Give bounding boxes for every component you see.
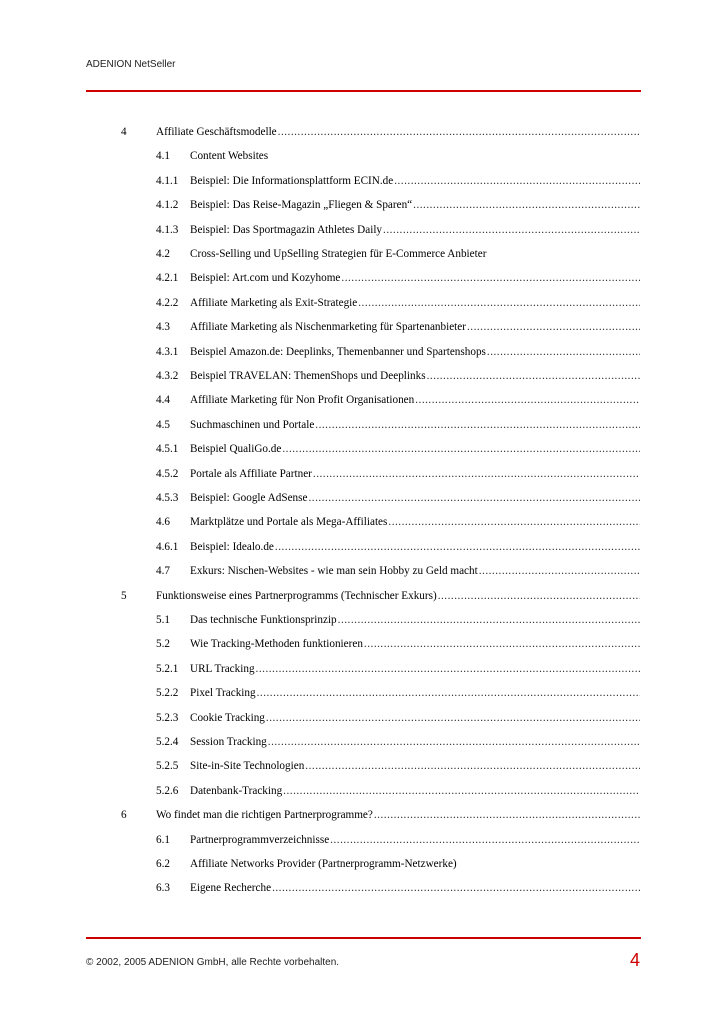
toc-entry-title: Beispiel: Idealo.de bbox=[190, 541, 274, 553]
toc-dot-leader bbox=[394, 173, 640, 189]
toc-entry-title: Partnerprogrammverzeichnisse bbox=[190, 834, 330, 846]
toc-entry-title: Content Websites bbox=[190, 150, 269, 162]
toc-entry-number: 4.3.1 bbox=[156, 346, 179, 358]
toc-entry-title: Affiliate Marketing für Non Profit Organisationen bbox=[190, 394, 415, 406]
toc-entry-title: Suchmaschinen und Portale bbox=[190, 419, 315, 431]
toc-entry[interactable] bbox=[156, 612, 640, 628]
toc-dot-leader bbox=[467, 319, 640, 335]
toc-entry-number: 4.1 bbox=[156, 150, 170, 162]
toc-entry[interactable] bbox=[156, 783, 640, 799]
toc-dot-leader bbox=[413, 197, 640, 213]
toc-entry[interactable] bbox=[156, 173, 640, 189]
toc-entry[interactable] bbox=[121, 807, 640, 823]
toc-entry-title: Affiliate Marketing als Nischenmarketing für Spartenanbieter bbox=[190, 321, 466, 333]
toc-entry-title: Affiliate Networks Provider (Partnerprogramm-Netzwerke) bbox=[190, 858, 457, 870]
toc-entry[interactable] bbox=[156, 685, 640, 701]
toc-entry[interactable] bbox=[156, 441, 640, 457]
toc-entry-title: URL Tracking bbox=[190, 663, 255, 675]
toc-entry-number: 5.2.4 bbox=[156, 736, 179, 748]
toc-dot-leader bbox=[275, 539, 640, 555]
toc-entry[interactable] bbox=[156, 661, 640, 677]
toc-entry[interactable] bbox=[156, 222, 640, 238]
toc-entry-title: Affiliate Geschäftsmodelle bbox=[156, 126, 277, 138]
footer-rule bbox=[86, 937, 641, 939]
toc-dot-leader bbox=[388, 514, 640, 530]
toc-entry[interactable] bbox=[156, 295, 640, 311]
toc-entry-number: 4.3 bbox=[156, 321, 170, 333]
toc-entry-title: Beispiel: Das Sportmagazin Athletes Daily bbox=[190, 224, 383, 236]
toc-entry-title: Cross-Selling und UpSelling Strategien für E-Commerce Anbieter bbox=[190, 248, 487, 260]
toc-entry[interactable] bbox=[156, 636, 640, 652]
toc-entry-number: 5.2 bbox=[156, 638, 170, 650]
toc-dot-leader bbox=[338, 612, 640, 628]
toc-entry[interactable] bbox=[156, 344, 640, 360]
toc-dot-leader bbox=[305, 758, 640, 774]
toc-entry-number: 5.2.6 bbox=[156, 785, 179, 797]
toc-dot-leader bbox=[341, 270, 640, 286]
toc-entry-title: Cookie Tracking bbox=[190, 712, 265, 724]
toc-entry[interactable] bbox=[156, 490, 640, 506]
toc-entry-number: 4.1.1 bbox=[156, 175, 179, 187]
toc-entry-title: Affiliate Marketing als Exit-Strategie bbox=[190, 297, 358, 309]
toc-entry-number: 6.1 bbox=[156, 834, 170, 846]
toc-entry-title: Marktplätze und Portale als Mega-Affiliates bbox=[190, 516, 388, 528]
footer-copyright: © 2002, 2005 ADENION GmbH, alle Rechte vorbehalten. bbox=[86, 957, 340, 968]
toc-entry-title: Das technische Funktionsprinzip bbox=[190, 614, 337, 626]
toc-entry[interactable] bbox=[156, 392, 640, 408]
toc-dot-leader bbox=[330, 832, 640, 848]
toc-entry-number: 4.2 bbox=[156, 248, 170, 260]
toc-entry-title: Exkurs: Nischen-Websites - wie man sein Hobby zu Geld macht bbox=[190, 565, 478, 577]
toc-dot-leader bbox=[315, 417, 640, 433]
toc-entry-title: Beispiel QualiGo.de bbox=[190, 443, 282, 455]
toc-entry-number: 6 bbox=[121, 809, 127, 821]
toc-entry[interactable] bbox=[156, 319, 640, 335]
toc-dot-leader bbox=[256, 661, 640, 677]
toc-entry-title: Wie Tracking-Methoden funktionieren bbox=[190, 638, 363, 650]
toc-dot-leader bbox=[257, 685, 640, 701]
toc-entry-number: 4.6 bbox=[156, 516, 170, 528]
toc-entry-title: Portale als Affiliate Partner bbox=[190, 468, 312, 480]
toc-entry-title: Beispiel TRAVELAN: ThemenShops und Deeplinks bbox=[190, 370, 426, 382]
toc-entry[interactable] bbox=[156, 148, 640, 164]
toc-dot-leader bbox=[272, 880, 640, 896]
toc-entry-number: 4.5.3 bbox=[156, 492, 179, 504]
toc-entry[interactable] bbox=[156, 368, 640, 384]
running-header: ADENION NetSeller bbox=[86, 59, 176, 70]
toc-entry-number: 5 bbox=[121, 590, 127, 602]
toc-entry-title: Eigene Recherche bbox=[190, 882, 272, 894]
toc-entry[interactable] bbox=[121, 124, 640, 140]
toc-dot-leader bbox=[282, 441, 640, 457]
toc-dot-leader bbox=[358, 295, 640, 311]
toc-entry-number: 6.3 bbox=[156, 882, 170, 894]
toc-dot-leader bbox=[427, 368, 640, 384]
page-number: 4 bbox=[629, 950, 640, 970]
toc-entry[interactable] bbox=[121, 588, 640, 604]
toc-entry-number: 4.5 bbox=[156, 419, 170, 431]
toc-dot-leader bbox=[415, 392, 640, 408]
toc-entry-number: 5.2.1 bbox=[156, 663, 179, 675]
toc-entry-title: Beispiel: Art.com und Kozyhome bbox=[190, 272, 341, 284]
toc-entry-number: 4.6.1 bbox=[156, 541, 179, 553]
toc-entry[interactable] bbox=[156, 710, 640, 726]
toc-entry[interactable] bbox=[156, 197, 640, 213]
toc-entry-title: Beispiel Amazon.de: Deeplinks, Themenbanner und Spartenshops bbox=[190, 346, 486, 358]
toc-entry[interactable] bbox=[156, 246, 640, 262]
toc-dot-leader bbox=[268, 734, 640, 750]
toc-entry[interactable] bbox=[156, 856, 640, 872]
toc-entry-number: 4.1.3 bbox=[156, 224, 179, 236]
toc-entry-number: 4.5.1 bbox=[156, 443, 179, 455]
toc-entry[interactable] bbox=[156, 832, 640, 848]
toc-entry-number: 4.3.2 bbox=[156, 370, 179, 382]
toc-dot-leader bbox=[374, 807, 640, 823]
toc-entry[interactable] bbox=[156, 539, 640, 555]
toc-entry-number: 5.2.2 bbox=[156, 687, 179, 699]
toc-entry-number: 4.5.2 bbox=[156, 468, 179, 480]
toc-entry-number: 5.2.5 bbox=[156, 760, 179, 772]
toc-entry[interactable] bbox=[156, 270, 640, 286]
toc-entry[interactable] bbox=[156, 880, 640, 896]
toc-dot-leader bbox=[308, 490, 640, 506]
toc-entry-number: 4 bbox=[121, 126, 127, 138]
toc-dot-leader bbox=[313, 466, 640, 482]
toc-entry-title: Datenbank-Tracking bbox=[190, 785, 283, 797]
toc-entry-number: 4.4 bbox=[156, 394, 170, 406]
toc-entry[interactable] bbox=[156, 466, 640, 482]
toc-entry[interactable] bbox=[156, 563, 640, 579]
toc-dot-leader bbox=[438, 588, 640, 604]
toc-entry-title: Pixel Tracking bbox=[190, 687, 256, 699]
toc-dot-leader bbox=[266, 710, 640, 726]
toc-entry-title: Session Tracking bbox=[190, 736, 267, 748]
toc-entry-number: 5.2.3 bbox=[156, 712, 179, 724]
toc-entry[interactable] bbox=[156, 758, 640, 774]
toc-entry[interactable] bbox=[156, 734, 640, 750]
toc-entry-title: Beispiel: Die Informationsplattform ECIN.de bbox=[190, 175, 394, 187]
toc-entry-title: Site-in-Site Technologien bbox=[190, 760, 305, 772]
toc-entry-number: 5.1 bbox=[156, 614, 170, 626]
toc-dot-leader bbox=[479, 563, 640, 579]
toc-entry-title: Wo findet man die richtigen Partnerprogramme? bbox=[156, 809, 373, 821]
toc-entry-number: 4.2.1 bbox=[156, 272, 179, 284]
toc-entry[interactable] bbox=[156, 417, 640, 433]
toc-dot-leader bbox=[278, 124, 640, 140]
toc-entry-title: Beispiel: Das Reise-Magazin „Fliegen & Sparen“ bbox=[190, 199, 413, 211]
toc-dot-leader bbox=[364, 636, 640, 652]
header-rule bbox=[86, 90, 641, 92]
toc-entry-number: 4.1.2 bbox=[156, 199, 179, 211]
toc-entry-number: 6.2 bbox=[156, 858, 170, 870]
toc-entry-title: Funktionsweise eines Partnerprogramms (Technischer Exkurs) bbox=[156, 590, 437, 602]
toc-entry-number: 4.2.2 bbox=[156, 297, 179, 309]
toc-entry-title: Beispiel: Google AdSense bbox=[190, 492, 308, 504]
toc-dot-leader bbox=[487, 344, 640, 360]
toc-dot-leader bbox=[283, 783, 640, 799]
toc-entry[interactable] bbox=[156, 514, 640, 530]
toc-entry-number: 4.7 bbox=[156, 565, 170, 577]
toc-dot-leader bbox=[383, 222, 640, 238]
